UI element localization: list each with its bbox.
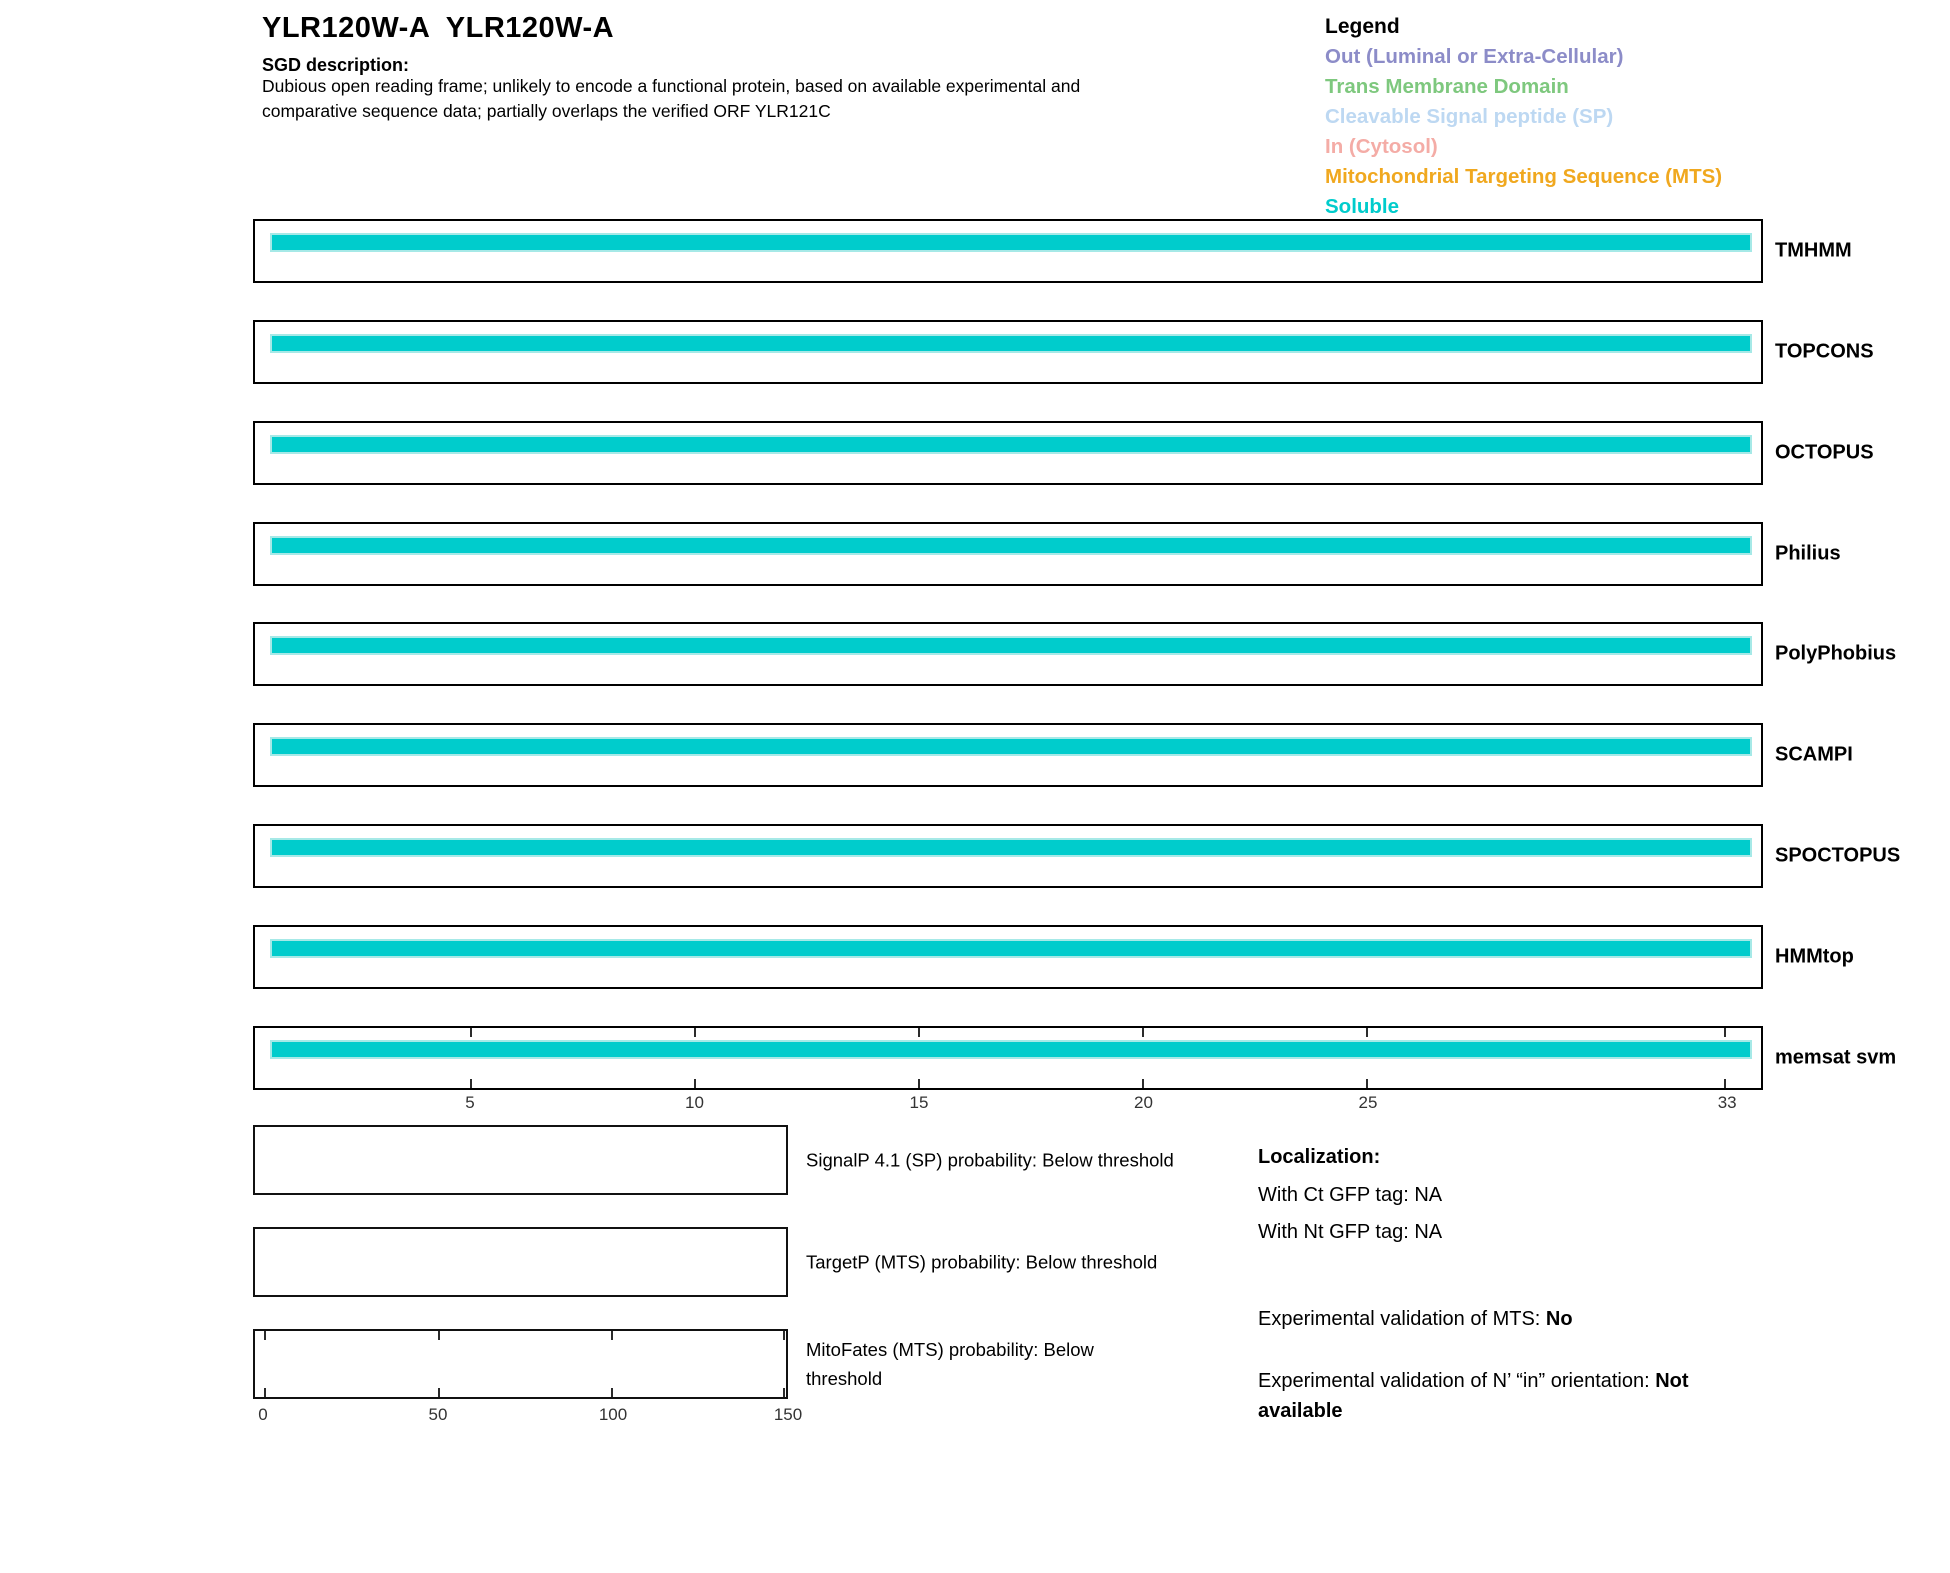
- legend-entry-in-cytosol-: In (Cytosol): [1325, 135, 1438, 158]
- track-box-hmmtop: [253, 925, 1763, 989]
- residue-axis-tick-label: 25: [1358, 1093, 1378, 1112]
- legend-entry-mitochondrial-targeting-sequence-mts-: Mitochondrial Targeting Sequence (MTS): [1325, 165, 1723, 188]
- probability-box-signalp-4-1-sp-: [253, 1125, 788, 1195]
- track-box-octopus: [253, 421, 1763, 485]
- residue-axis-tick-bottom: [918, 1079, 920, 1088]
- track-box-memsat-svm: [253, 1026, 1763, 1090]
- sgd-description-line-1: Dubious open reading frame; unlikely to encode a functional protein, based on available experimental and: [262, 76, 1081, 96]
- sgd-description-line-2: comparative sequence data; partially overlaps the verified ORF YLR121C: [262, 101, 831, 121]
- probability-axis-tick-top: [611, 1331, 613, 1340]
- track-box-polyphobius: [253, 622, 1763, 686]
- track-bar-soluble: [270, 737, 1752, 756]
- track-bar-soluble: [270, 334, 1752, 353]
- residue-axis-tick-label: 33: [1717, 1093, 1737, 1112]
- track-label-polyphobius: PolyPhobius: [1775, 642, 1897, 665]
- residue-axis-tick-label: 20: [1134, 1093, 1153, 1112]
- legend-entry-out-luminal-or-extra-cellular-: Out (Luminal or Extra-Cellular): [1325, 45, 1624, 68]
- track-label-tmhmm: TMHMM: [1775, 239, 1852, 262]
- track-label-memsat-svm: memsat svm: [1775, 1046, 1897, 1069]
- page-title: YLR120W-A YLR120W-A: [262, 12, 615, 44]
- legend-entry-trans-membrane-domain: Trans Membrane Domain: [1325, 75, 1569, 98]
- probability-axis-tick-bottom: [611, 1388, 613, 1397]
- track-label-spoctopus: SPOCTOPUS: [1775, 844, 1901, 867]
- residue-axis-tick-top: [1366, 1028, 1368, 1037]
- track-bar-soluble: [270, 536, 1752, 555]
- residue-axis-tick-label: 5: [465, 1093, 475, 1112]
- probability-axis-tick-top: [783, 1331, 785, 1340]
- residue-axis-tick-bottom: [1366, 1079, 1368, 1088]
- probability-label-line: threshold: [806, 1368, 883, 1389]
- legend-entry-cleavable-signal-peptide-sp-: Cleavable Signal peptide (SP): [1325, 105, 1614, 128]
- residue-axis-tick-top: [694, 1028, 696, 1037]
- probability-axis-tick-top: [264, 1331, 266, 1340]
- track-label-scampi: SCAMPI: [1775, 743, 1853, 766]
- residue-axis-tick-label: 10: [685, 1093, 704, 1112]
- mts-validation-label: Experimental validation of MTS:: [1258, 1308, 1546, 1330]
- residue-axis-tick-top: [1724, 1028, 1726, 1037]
- probability-label-signalp-4-1-sp-: [806, 1146, 1174, 1175]
- track-label-topcons: TOPCONS: [1775, 340, 1874, 363]
- probability-box-mitofates-mts-: [253, 1329, 788, 1399]
- legend-entry-soluble: Soluble: [1325, 195, 1400, 218]
- track-box-topcons: [253, 320, 1763, 384]
- probability-label-line: MitoFates (MTS) probability: Below: [806, 1339, 1094, 1360]
- probability-axis-tick-bottom: [783, 1388, 785, 1397]
- track-box-tmhmm: [253, 219, 1763, 283]
- track-bar-soluble: [270, 1040, 1752, 1059]
- localization-title: Localization:: [1258, 1146, 1381, 1168]
- orientation-validation-line: [1258, 1366, 1778, 1426]
- probability-axis-tick-label: 150: [773, 1405, 803, 1424]
- residue-axis-tick-bottom: [694, 1079, 696, 1088]
- probability-label-line: TargetP (MTS) probability: Below threshold: [806, 1251, 1158, 1273]
- residue-axis-tick-bottom: [1724, 1079, 1726, 1088]
- probability-axis-tick-bottom: [264, 1388, 266, 1397]
- track-bar-soluble: [270, 233, 1752, 252]
- residue-axis-tick-bottom: [1142, 1079, 1144, 1088]
- track-label-octopus: OCTOPUS: [1775, 441, 1874, 464]
- track-box-spoctopus: [253, 824, 1763, 888]
- legend: [1325, 12, 1722, 222]
- probability-axis-tick-label: 50: [428, 1405, 448, 1424]
- track-bar-soluble: [270, 435, 1752, 454]
- probability-axis-tick-bottom: [438, 1388, 440, 1397]
- probability-label-mitofates-mts-: [806, 1335, 1094, 1393]
- orientation-validation-label: Experimental validation of N’ “in” orientation:: [1258, 1370, 1656, 1392]
- probability-box-targetp-mts-: [253, 1227, 788, 1297]
- track-label-philius: Philius: [1775, 542, 1841, 565]
- residue-axis-tick-top: [1142, 1028, 1144, 1037]
- residue-axis-tick-top: [918, 1028, 920, 1037]
- probability-axis-tick-label: 0: [258, 1405, 268, 1424]
- mts-validation-line: [1258, 1308, 1573, 1331]
- track-label-hmmtop: HMMtop: [1775, 945, 1854, 968]
- probability-axis-tick-top: [438, 1331, 440, 1340]
- probability-label-targetp-mts-: [806, 1248, 1157, 1277]
- mts-validation-value: No: [1545, 1308, 1573, 1330]
- track-bar-soluble: [270, 838, 1752, 857]
- residue-axis-tick-label: 15: [909, 1093, 929, 1112]
- legend-title: Legend: [1325, 15, 1400, 38]
- nt-gfp-tag-line: With Nt GFP tag: NA: [1258, 1221, 1443, 1243]
- residue-axis-tick-bottom: [470, 1079, 472, 1088]
- probability-axis-tick-label: 100: [598, 1405, 628, 1424]
- sgd-description-label: SGD description:: [262, 55, 410, 75]
- probability-label-line: SignalP 4.1 (SP) probability: Below threshold: [806, 1149, 1174, 1171]
- track-box-scampi: [253, 723, 1763, 787]
- orientation-validation-value: Not available: [1258, 1370, 1689, 1422]
- track-bar-soluble: [270, 939, 1752, 958]
- residue-axis-tick-top: [470, 1028, 472, 1037]
- track-box-philius: [253, 522, 1763, 586]
- ct-gfp-tag-line: With Ct GFP tag: NA: [1258, 1184, 1443, 1206]
- track-bar-soluble: [270, 636, 1752, 655]
